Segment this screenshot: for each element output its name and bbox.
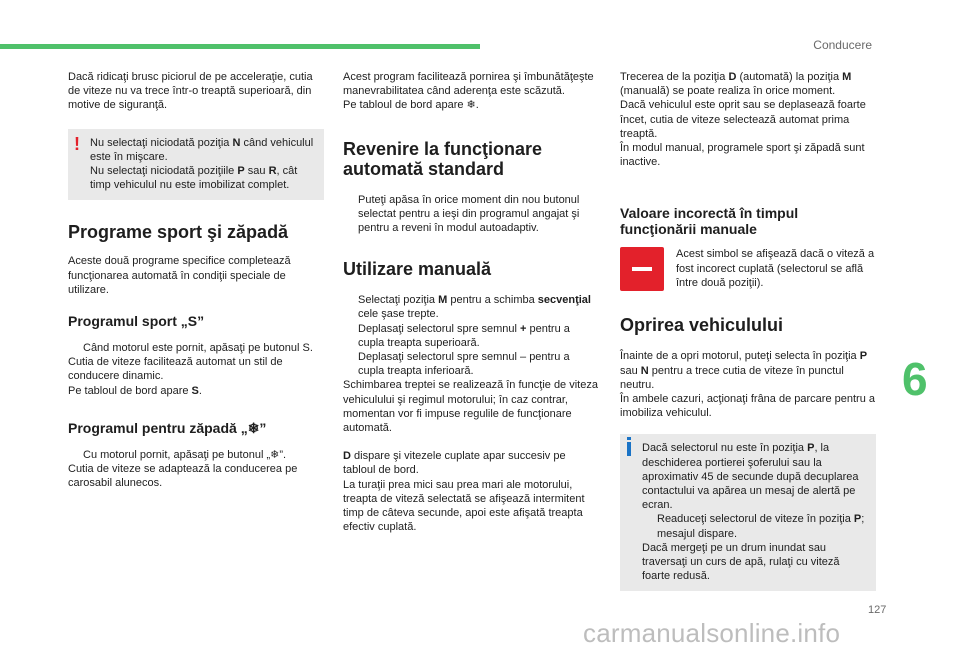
sport-bullet: Când motorul este pornit, apăsaţi pe butonul S. [83,342,313,355]
warning-box: ! Nu selectaţi niciodată poziţia N când vehiculul este în mişcare. Nu selectaţi niciodată poziţiile P sau R, cât timp vehiculul nu este imobilizat complet. [68,129,324,201]
manual-bullet-3: Deplasaţi selectorul spre semnul – pentru a cupla treapta inferioară. [358,351,570,378]
column-right [620,70,876,591]
snow-bullet: Cu motorul pornit, apăsaţi pe butonul „❄”. [83,448,287,461]
stop-text: Înainte de a opri motorul, puteţi selecta în poziţia P sau N pentru a trece cutia de viteze în punctul neutru. [620,350,868,391]
sport-panel-text: Pe tabloul de bord apare S. [68,384,202,397]
heading-sport: Programul sport „S” [68,313,205,330]
wrong-value-block [620,247,876,295]
info-box: Dacă selectorul nu este în poziţia P, la deschiderea portierei şoferului sau la aproximativ 45 de secunde după decuplarea contactului va apărea un mesaj de alertă pe ecran. Readuceţi selectorul de viteze în poziţia P; mesajul dispare. Dacă mergeţi pe un drum inundat sau traversaţi un curs de apă, rulaţi cu viteză foarte redusă. [620,434,876,591]
heading-stop: Oprirea vehiculului [620,315,784,336]
programs-text: Aceste două programe specifice completează funcţionarea automată în condiţii speciale de utilizare. [68,255,291,296]
d-text: D dispare şi vitezele cuplate apar succesiv pe tabloul de bord. [343,450,566,477]
column-left [68,70,324,490]
heading-programs: Programe sport şi zăpadă [68,222,289,243]
snow-panel-text: Pe tabloul de bord apare ❄. [343,99,479,112]
intro-text: Dacă ridicaţi brusc piciorul de pe acceleraţie, cutia de viteze nu va trece într-o treaptă superioară, din motive de siguranţă. [68,71,313,112]
warning-icon: ! [74,133,80,154]
info-end-text: Dacă mergeţi pe un drum inundat sau traversaţi un curs de apă, rulaţi cu viteză foarte redusă. [642,541,840,583]
incorrect-gear-icon [620,247,664,291]
snow-continuation: Acest program facilitează pornirea şi îmbunătăţeşte manevrabilitatea când aderenţa este scăzută. [343,71,594,98]
stop-text-2: În ambele cazuri, acţionaţi frâna de parcare pentru a imobiliza vehiculul. [620,393,875,420]
manual-bullet-2: Deplasaţi selectorul spre semnul + pentru a cupla treapta superioară. [358,322,570,349]
header-accent-bar [0,44,480,49]
watermark: carmanualsonline.info [583,618,841,648]
column-middle [343,70,598,534]
transition-text: Trecerea de la poziţia D (automată) la poziţia M (manuală) se poate realiza în orice moment. [620,71,852,98]
heading-manual: Utilizare manuală [343,259,492,280]
sport-text: Cutia de viteze facilitează automat un stil de conducere dinamic. [68,356,283,383]
section-title: Conducere [813,38,872,52]
snow-text: Cutia de viteze se adaptează la conducerea pe carosabil alunecos. [68,463,298,490]
info-bullet: Readuceţi selectorul de viteze în poziţia P; mesajul dispare. [657,513,865,540]
manual-text: Schimbarea treptei se realizează în funcţie de viteza vehiculului şi regimul motorului; în caz contrar, momentan vor fi impuse regulile de funcţionare automată. [343,379,598,435]
manual-inactive-text: În modul manual, programele sport şi zăpadă sunt inactive. [620,142,865,169]
chapter-number: 6 [902,353,928,405]
heading-snow: Programul pentru zăpadă „❄” [68,419,267,436]
wrong-value-text: Acest simbol se afişează dacă o viteză a fost incorect cuplată (selectorul se află între două poziţii). [676,248,875,289]
info-icon [627,442,631,456]
return-bullet: Puteţi apăsa în orice moment din nou butonul selectat pentru a ieşi din programul angajat şi pentru a reveni în modul autoadaptiv. [358,193,580,235]
heading-return-auto: Revenire la funcţionare automată standard [343,138,543,179]
manual-bullet-1: Selectaţi poziţia M pentru a schimba secvenţial cele şase trepte. [358,294,591,321]
page-number: 127 [868,604,887,616]
heading-wrong-value: Valoare incorectă în timpul funcţionării manuale [620,205,799,238]
first-gear-text: Dacă vehiculul este oprit sau se deplasează foarte încet, cutia de viteze selectează automat prima treaptă. [620,99,866,140]
d-text-2: La turaţii prea mici sau prea mari ale motorului, treapta de viteză selectată se afişează intermitent timp de câteva secunde, apoi este afişată treapta efectiv cuplată. [343,478,585,534]
